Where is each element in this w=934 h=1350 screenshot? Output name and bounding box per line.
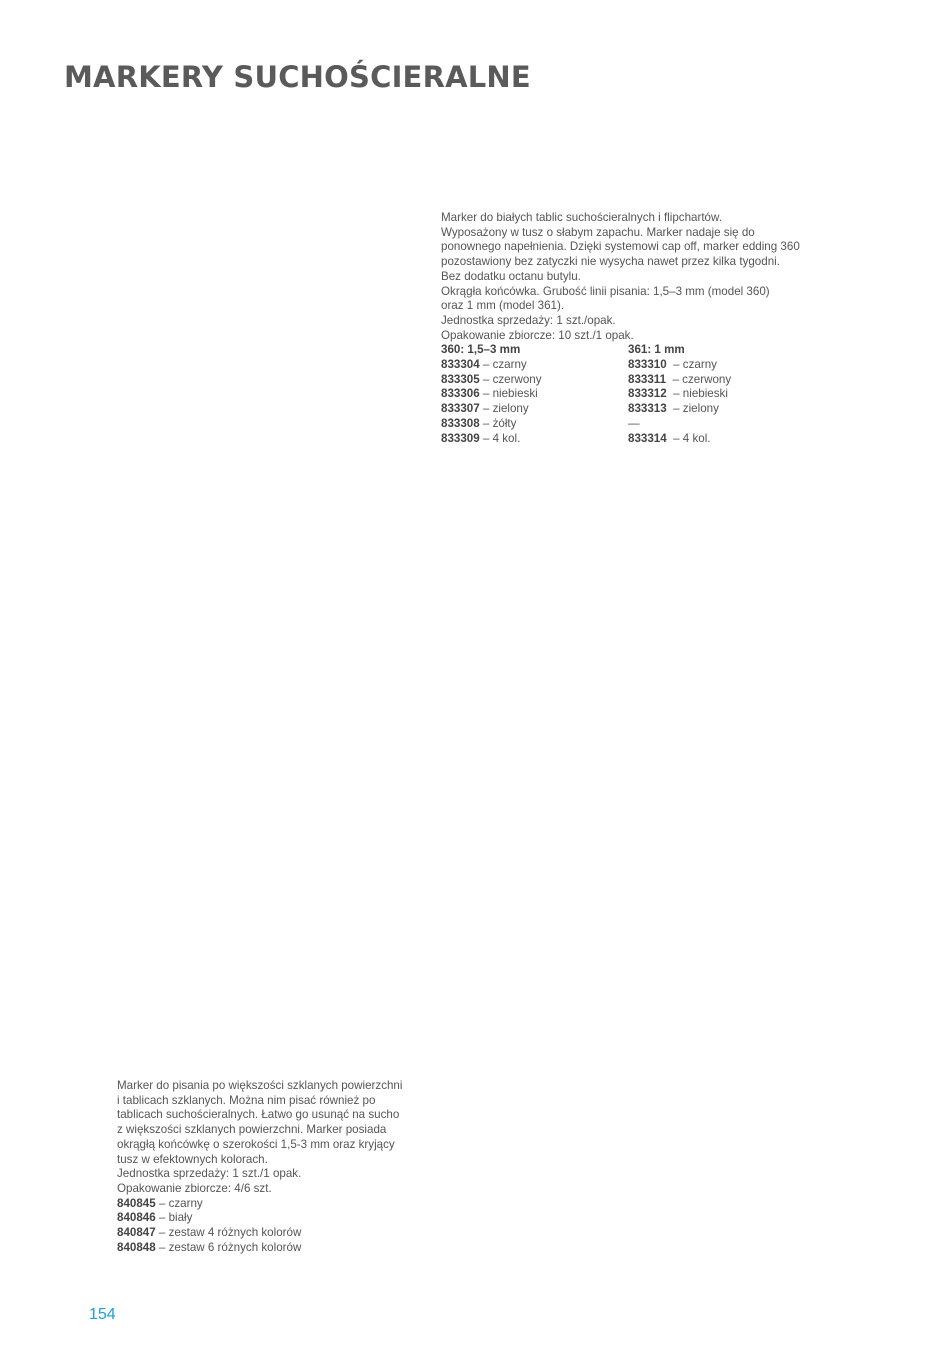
product-code-row — [441, 432, 628, 447]
product-code-row — [441, 417, 628, 432]
product-code-row — [441, 358, 628, 373]
product-code-row — [441, 402, 628, 417]
product-code-row — [117, 1241, 407, 1256]
product-code-row — [628, 402, 798, 417]
product-color: – czarny — [155, 1196, 203, 1210]
product-color: – niebieski — [666, 387, 728, 401]
model-361-header: 361: 1 mm — [628, 343, 685, 357]
product-code-row — [628, 373, 798, 388]
product-color: – 4 kol. — [666, 431, 711, 445]
product-description-360-361 — [441, 211, 801, 446]
product-code: 840847 — [117, 1226, 156, 1240]
description-line: ponownego napełnienia. Dzięki systemowi cap off, marker edding 360 — [441, 240, 800, 254]
product-color: – czarny — [666, 358, 717, 372]
product-code: 833314 — [628, 431, 667, 445]
product-code-row — [628, 387, 798, 402]
product-color: – czarny — [479, 358, 527, 372]
product-code: 833308 — [441, 416, 480, 430]
product-code-columns — [441, 343, 801, 446]
product-code: 833313 — [628, 402, 667, 416]
product-code: 833306 — [441, 387, 480, 401]
product-code: 840846 — [117, 1211, 156, 1225]
page-title: MARKERY SUCHOŚCIERALNE — [64, 60, 531, 94]
description-line: Jednostka sprzedaży: 1 szt./1 opak. — [117, 1167, 302, 1181]
description-line: Okrągła końcówka. Grubość linii pisania: 1,5–3 mm (model 360) — [441, 284, 770, 298]
model-360-column — [441, 343, 628, 446]
product-code-row — [117, 1197, 407, 1212]
product-code: 840848 — [117, 1240, 156, 1254]
description-line: tablicach suchościeralnych. Łatwo go usunąć na sucho — [117, 1108, 400, 1122]
description-line: okrągłą końcówkę o szerokości 1,5-3 mm oraz kryjący — [117, 1137, 395, 1151]
description-line: Marker do pisania po większości szklanych powierzchni — [117, 1079, 403, 1092]
product-code: 833307 — [441, 402, 480, 416]
product-code-row — [628, 358, 798, 373]
product-code-row — [441, 387, 628, 402]
product-color: – biały — [155, 1211, 193, 1225]
product-color: – 4 kol. — [479, 431, 521, 445]
product-code: 833311 — [628, 372, 667, 386]
model-361-column — [628, 343, 798, 446]
product-code: 833305 — [441, 372, 480, 386]
product-color: – niebieski — [479, 387, 538, 401]
product-code-row — [117, 1226, 407, 1241]
page-number: 154 — [89, 1306, 116, 1323]
product-code: 833309 — [441, 431, 480, 445]
description-line: Opakowanie zbiorcze: 10 szt./1 opak. — [441, 328, 634, 342]
no-product-dash: — — [628, 416, 640, 430]
description-line: tusz w efektownych kolorach. — [117, 1152, 268, 1166]
product-code-row — [441, 373, 628, 388]
description-line: Bez dodatku octanu butylu. — [441, 269, 581, 283]
description-line: i tablicach szklanych. Można nim pisać również po — [117, 1093, 376, 1107]
product-color: – zielony — [666, 402, 719, 416]
product-color: – zielony — [479, 402, 529, 416]
description-line: Jednostka sprzedaży: 1 szt./opak. — [441, 313, 616, 327]
product-color: – zestaw 6 różnych kolorów — [155, 1240, 302, 1254]
description-line: Opakowanie zbiorcze: 4/6 szt. — [117, 1181, 272, 1195]
description-line: z większości szklanych powierzchni. Marker posiada — [117, 1123, 387, 1137]
product-code: 833304 — [441, 358, 480, 372]
product-color: – czerwony — [666, 372, 732, 386]
product-code: 833312 — [628, 387, 667, 401]
description-line: oraz 1 mm (model 361). — [441, 299, 565, 313]
model-360-header: 360: 1,5–3 mm — [441, 343, 521, 357]
product-description-glass-marker — [117, 1079, 407, 1255]
product-color: – zestaw 4 różnych kolorów — [155, 1226, 302, 1240]
product-code: 833310 — [628, 358, 667, 372]
product-code: 840845 — [117, 1196, 156, 1210]
product-color: – czerwony — [479, 372, 542, 386]
product-code-row — [628, 417, 798, 432]
description-line: Wyposażony w tusz o słabym zapachu. Marker nadaje się do — [441, 225, 755, 239]
product-code-row — [628, 432, 798, 447]
description-line: Marker do białych tablic suchościeralnych i flipchartów. — [441, 211, 722, 224]
product-code-row — [117, 1211, 407, 1226]
description-line: pozostawiony bez zatyczki nie wysycha nawet przez kilka tygodni. — [441, 255, 780, 269]
product-color: – żółty — [479, 416, 517, 430]
